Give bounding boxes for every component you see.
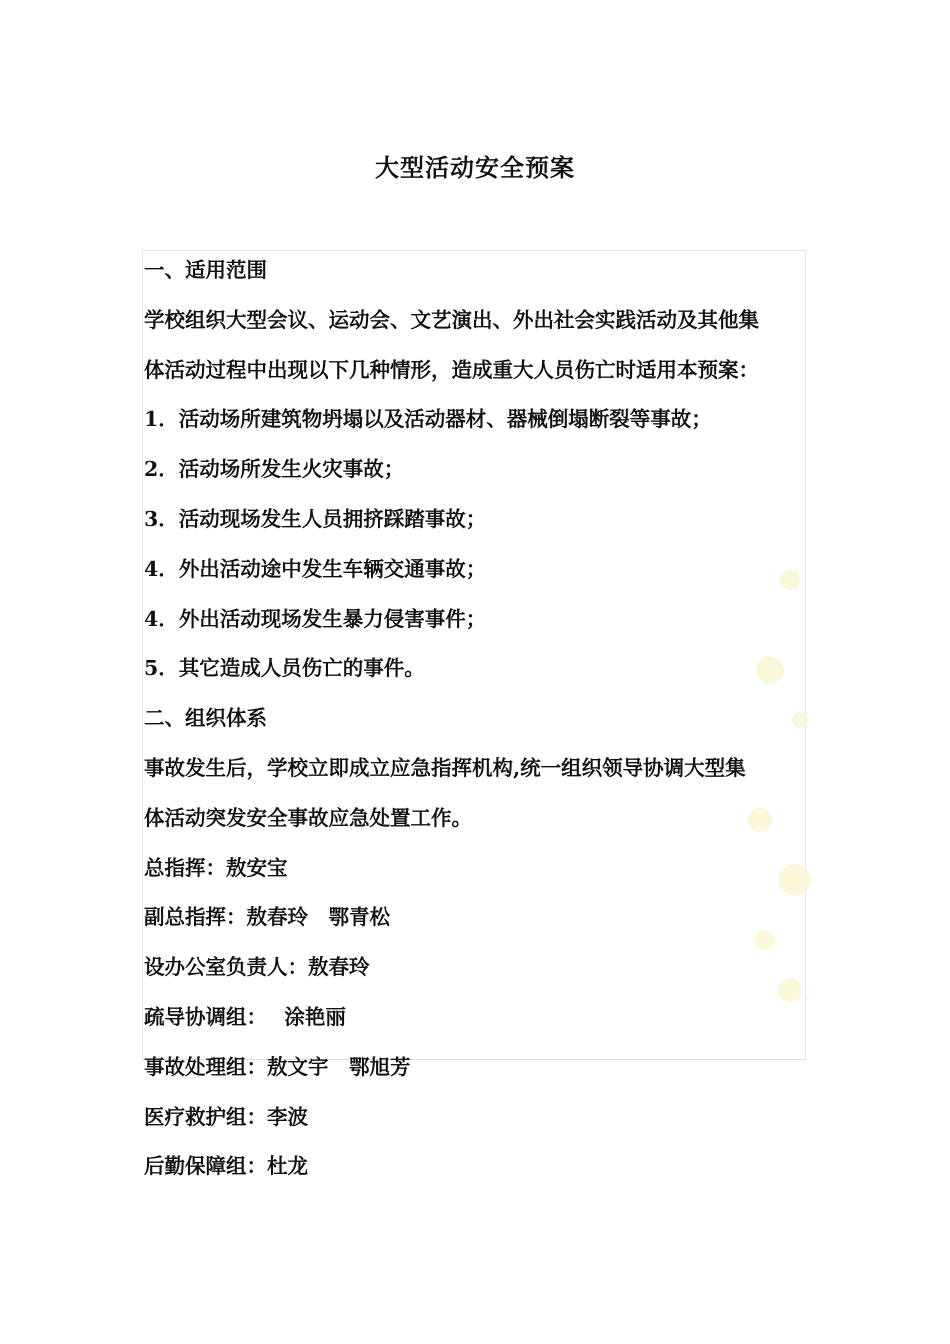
text-line: 体活动突发安全事故应急处置工作。	[144, 805, 472, 830]
text-line: 二、组织体系	[144, 706, 267, 731]
text-line: 4．外出活动途中发生车辆交通事故；	[144, 556, 487, 581]
text-line: 2．活动场所发生火灾事故；	[144, 457, 405, 482]
text-line: 医疗救护组：李波	[144, 1104, 308, 1129]
text-line: 后勤保障组：杜龙	[144, 1154, 308, 1179]
text-line: 疏导协调组： 涂艳丽	[144, 1004, 346, 1029]
text-line: 5．其它造成人员伤亡的事件。	[144, 656, 425, 681]
text-line: 总指挥：敖安宝	[144, 855, 288, 880]
page-title: 大型活动安全预案	[375, 153, 575, 182]
text-line: 体活动过程中出现以下几种情形，造成重大人员伤亡时适用本预案：	[144, 357, 759, 382]
text-line: 3．活动现场发生人员拥挤踩踏事故；	[144, 506, 487, 531]
text-line: 一、适用范围	[144, 258, 267, 282]
text-line: 事故处理组：敖文宇 鄂旭芳	[144, 1054, 411, 1079]
text-line: 副总指挥：敖春玲 鄂青松	[144, 905, 390, 930]
text-line: 1．活动场所建筑物坍塌以及活动器材、器械倒塌断裂等事故；	[144, 407, 712, 432]
text-line: 4．外出活动现场发生暴力侵害事件；	[144, 606, 487, 631]
text-line: 设办公室负责人：敖春玲	[144, 955, 370, 980]
document-body	[144, 246, 844, 1192]
text-line: 学校组织大型会议、运动会、文艺演出、外出社会实践活动及其他集	[144, 307, 759, 332]
text-line: 事故发生后，学校立即成立应急指挥机构,统一组织领导协调大型集	[144, 755, 746, 780]
